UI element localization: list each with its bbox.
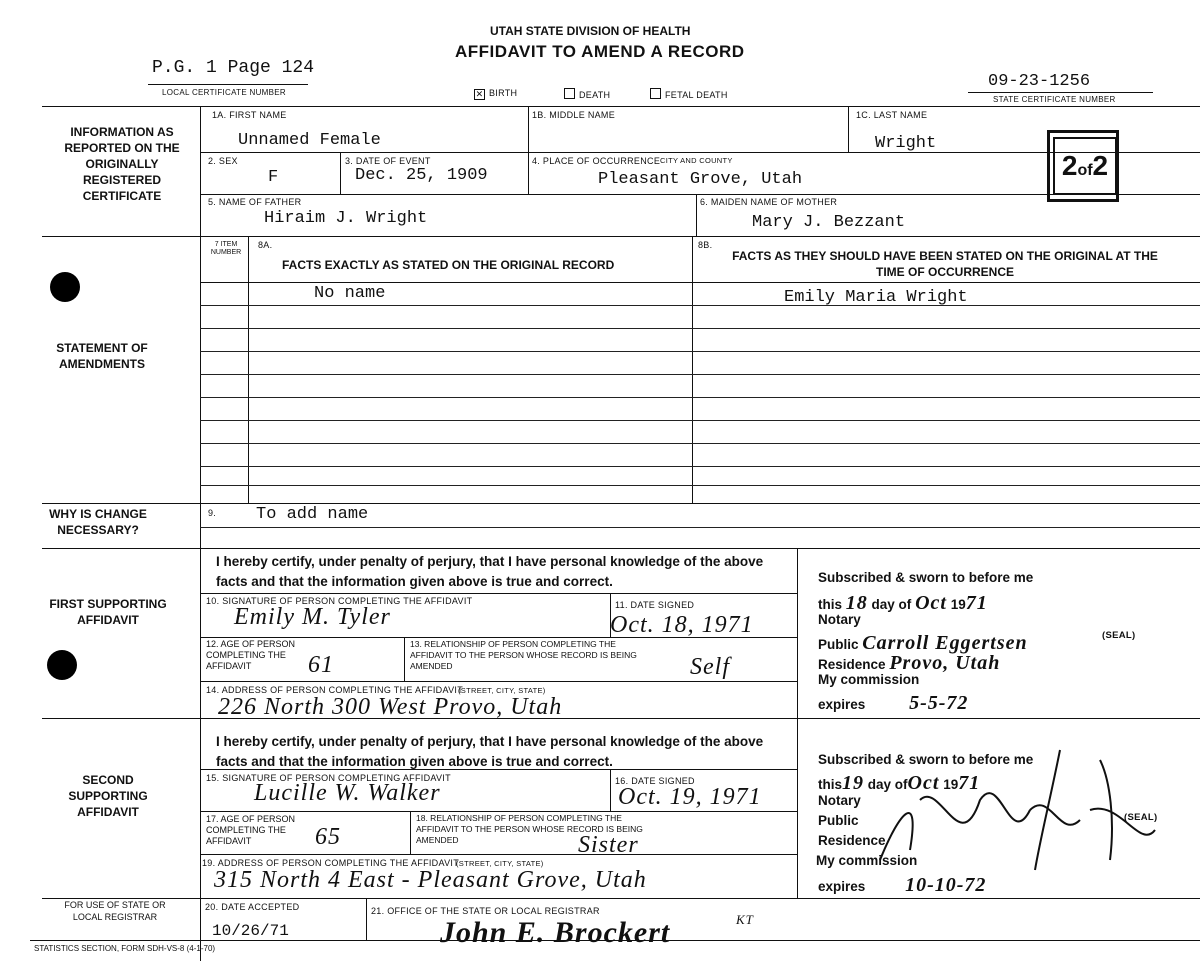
birth-checkbox-box[interactable]: ✕ (475, 89, 484, 99)
residence-label: Residence (818, 657, 886, 672)
first-relationship: Self (690, 654, 730, 680)
second-age-label: 17. AGE OF PERSON COMPLETING THE AFFIDAVIT (206, 814, 296, 846)
place-value: Pleasant Grove, Utah (598, 170, 803, 189)
day-of-label: day of (871, 597, 912, 612)
form-title: AFFIDAVIT TO AMEND A RECORD (455, 42, 745, 61)
second-address-label: 19. ADDRESS OF PERSON COMPLETING THE AFFIDAVIT (202, 858, 460, 868)
why-number: 9. (208, 508, 217, 518)
why-section-label: WHY IS CHANGE NECESSARY? (49, 507, 147, 537)
first-commission-label: My commission (818, 672, 920, 687)
page-stamp (1047, 130, 1119, 202)
date-of-event-label: 3. DATE OF EVENT (345, 156, 431, 166)
year-value: 71 (958, 772, 981, 794)
punch-hole-bottom (47, 650, 77, 680)
first-notary-subscribed: Subscribed & sworn to before me (818, 570, 1034, 585)
father-name-label: 5. NAME OF FATHER (208, 197, 302, 207)
state-certificate-number: 09-23-1256 (988, 72, 1091, 91)
second-relationship-label: 18. RELATIONSHIP OF PERSON COMPLETING THE AFFIDAVIT TO THE PERSON WHOSE RECORD IS BEING AMENDED (416, 813, 643, 845)
date-of-event-value: Dec. 25, 1909 (355, 166, 488, 185)
registrar-signature: John E. Brockert (440, 916, 671, 949)
local-certificate-label: LOCAL CERTIFICATE NUMBER (162, 88, 286, 97)
first-notary-label: Notary (818, 612, 861, 627)
agency-name: UTAH STATE DIVISION OF HEALTH (490, 24, 691, 38)
father-name-value: Hiraim J. Wright (264, 209, 428, 228)
this-label: this (818, 777, 843, 792)
month-value: Oct (907, 772, 940, 794)
day-value: 18 (845, 592, 868, 614)
first-date-signed: Oct. 18, 1971 (610, 612, 754, 638)
first-expires-line (818, 692, 968, 715)
second-date-signed-label: 16. DATE SIGNED (615, 776, 695, 786)
mother-name-label: 6. MAIDEN NAME OF MOTHER (700, 197, 838, 207)
second-public-label: Public (818, 813, 859, 828)
year-prefix: 19 (943, 777, 959, 792)
registrar-use-label: FOR USE OF STATE OR LOCAL REGISTRAR (64, 900, 166, 922)
expires-value: 10-10-72 (905, 874, 987, 896)
punch-hole-top (50, 272, 80, 302)
first-age: 61 (308, 652, 334, 678)
month-value: Oct (915, 592, 947, 614)
fetal-death-label: FETAL DEATH (665, 90, 728, 100)
state-certificate-label: STATE CERTIFICATE NUMBER (993, 95, 1116, 104)
registrar-initials: KT (736, 912, 754, 927)
amendment-corrected-value: Emily Maria Wright (784, 288, 968, 307)
why-reason: To add name (256, 505, 369, 524)
middle-name-label: 1B. MIDDLE NAME (532, 110, 616, 120)
stamp-part: 2 (1061, 150, 1078, 181)
first-name-label: 1A. FIRST NAME (212, 110, 287, 120)
date-accepted-value: 10/26/71 (212, 922, 289, 940)
checkbox-death[interactable] (564, 88, 610, 100)
sex-label: 2. SEX (208, 156, 238, 166)
first-address: 226 North 300 West Provo, Utah (218, 694, 563, 720)
second-commission-label: My commission (816, 853, 918, 868)
second-affidavit-section-label: SECOND SUPPORTING AFFIDAVIT (68, 773, 148, 819)
fetal-death-checkbox-box[interactable] (650, 88, 661, 99)
expires-value: 5-5-72 (909, 692, 969, 714)
first-affidavit-section-label: FIRST SUPPORTING AFFIDAVIT (49, 597, 167, 627)
first-date-signed-label: 11. DATE SIGNED (615, 600, 695, 610)
birth-label: BIRTH (489, 88, 518, 98)
mother-name-value: Mary J. Bezzant (752, 213, 906, 232)
first-address-sublabel: (STREET, CITY, STATE) (458, 686, 546, 695)
last-name-label: 1C. LAST NAME (856, 110, 928, 120)
day-value: 19 (842, 772, 865, 794)
amendment-original-value: No name (314, 284, 386, 303)
public-label: Public (818, 637, 859, 652)
second-notary-label: Notary (818, 793, 861, 808)
second-notary-signature-scrawl (860, 740, 1160, 880)
second-seal-label: (SEAL) (1124, 812, 1158, 823)
date-accepted-label: 20. DATE ACCEPTED (205, 902, 300, 912)
second-notary-subscribed: Subscribed & sworn to before me (818, 752, 1034, 767)
col-b-header: FACTS AS THEY SHOULD HAVE BEEN STATED ON THE ORIGINAL AT THE TIME OF OCCURRENCE (732, 249, 1158, 279)
first-certify-text: I hereby certify, under penalty of perjury, that I have personal knowledge of the above facts and that the information given above is true and correct. (216, 554, 764, 589)
place-label: 4. PLACE OF OCCURRENCE (532, 156, 661, 166)
checkbox-birth[interactable] (474, 88, 517, 100)
last-name-value: Wright (875, 134, 937, 153)
item-number-label: 7 ITEM NUMBER (210, 241, 242, 256)
first-name-value: Unnamed Female (238, 131, 381, 150)
second-date-signed: Oct. 19, 1971 (618, 784, 762, 810)
first-seal-label: (SEAL) (1102, 630, 1136, 641)
first-signature: Emily M. Tyler (234, 604, 391, 630)
second-address: 315 North 4 East - Pleasant Grove, Utah (214, 867, 647, 893)
second-address-sublabel: (STREET, CITY, STATE) (456, 859, 544, 868)
second-signature: Lucille W. Walker (254, 780, 441, 806)
second-signature-label: 15. SIGNATURE OF PERSON COMPLETING AFFIDAVIT (206, 773, 451, 783)
day-of-label: day of (867, 777, 908, 792)
first-address-label: 14. ADDRESS OF PERSON COMPLETING THE AFFIDAVIT (206, 685, 464, 695)
public-value: Carroll Eggertsen (862, 632, 1028, 654)
expires-label: expires (818, 879, 866, 894)
year-prefix: 19 (950, 597, 966, 612)
stamp-total: 2 (1092, 150, 1109, 181)
death-label: DEATH (579, 90, 611, 100)
second-relationship: Sister (578, 832, 639, 858)
form-identifier: STATISTICS SECTION, FORM SDH-VS-8 (4-1-70) (34, 944, 216, 953)
place-sublabel: CITY AND COUNTY (660, 156, 733, 165)
first-relationship-label: 13. RELATIONSHIP OF PERSON COMPLETING THE AFFIDAVIT TO THE PERSON WHOSE RECORD IS BEING AMENDED (410, 639, 637, 671)
second-age: 65 (315, 824, 341, 850)
second-residence-label: Residence (818, 833, 886, 848)
local-certificate-number: P.G. 1 Page 124 (152, 58, 315, 78)
col-a-number: 8A. (258, 240, 273, 250)
registrar-office-label: 21. OFFICE OF THE STATE OR LOCAL REGISTRAR (371, 906, 600, 916)
residence-value: Provo, Utah (889, 652, 1001, 674)
second-certify-text: I hereby certify, under penalty of perjury, that I have personal knowledge of the above facts and that the information given above is true and correct. (216, 734, 764, 769)
year-value: 71 (965, 592, 988, 614)
expires-label: expires (818, 697, 866, 712)
amendments-section-label: STATEMENT OF AMENDMENTS (56, 341, 148, 371)
col-b-number: 8B. (698, 240, 713, 250)
col-a-header: FACTS EXACTLY AS STATED ON THE ORIGINAL RECORD (282, 258, 615, 272)
death-checkbox-box[interactable] (564, 88, 575, 99)
sex-value: F (268, 168, 279, 187)
checkbox-fetal-death[interactable] (650, 88, 728, 100)
first-age-label: 12. AGE OF PERSON COMPLETING THE AFFIDAVIT (206, 639, 296, 671)
first-signature-label: 10. SIGNATURE OF PERSON COMPLETING THE AFFIDAVIT (206, 596, 473, 606)
stamp-of: of (1077, 162, 1093, 179)
original-info-section-label: INFORMATION AS REPORTED ON THE ORIGINALLY REGISTERED CERTIFICATE (64, 125, 180, 203)
this-label: this (818, 597, 843, 612)
